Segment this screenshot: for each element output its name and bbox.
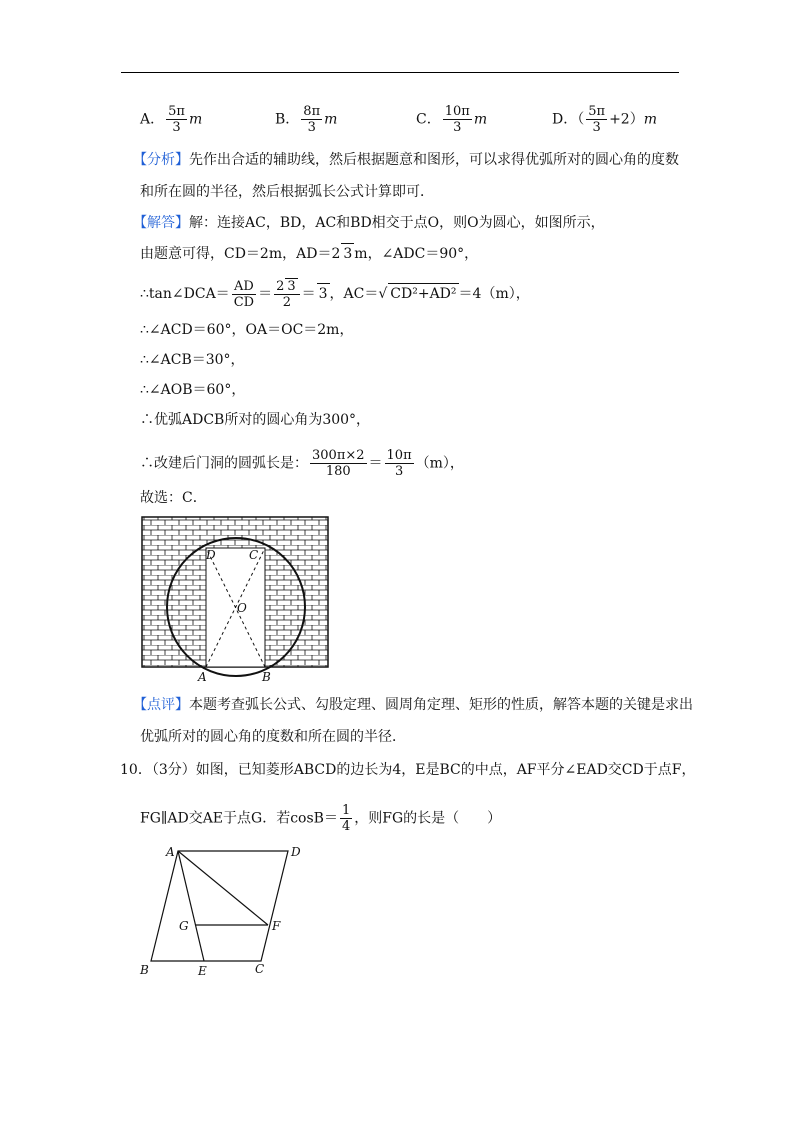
rhombus-abcd (151, 851, 288, 961)
comment-line-1: 【点评】本题考查弧长公式、勾股定理、圆周角定理、矩形的性质，解答本题的关键是求出 (133, 697, 693, 713)
figure-rhombus (135, 840, 305, 980)
label-e: E (198, 964, 207, 978)
label-b: B (140, 963, 149, 977)
comment-line-2: 优弧所对的圆心角的度数和所在圆的半径． (140, 729, 406, 745)
analysis-line-2: 和所在圆的半径，然后根据弧长公式计算即可． (140, 184, 434, 200)
segment-af (178, 851, 268, 925)
label-f: F (272, 919, 281, 933)
label-g: G (179, 919, 189, 933)
option-d: D．（ $\frac{5\pi}{3}$ +2）m (552, 104, 657, 135)
solution-line-6: ∴∠AOB＝60°， (140, 382, 246, 398)
solution-line-3: ∴tan∠DCA＝ $\frac{AD}{CD}$ ＝ $\frac{2 3}{2}$ ＝ 3 ，AC＝√ CD²+AD² ＝4（m）， (140, 278, 530, 310)
option-c: C． $\frac{10\pi}{3}$ m (416, 104, 488, 135)
analysis-line-1: 【分析】先作出合适的辅助线，然后根据题意和图形，可以求得优弧所对的圆心角的度数 (133, 152, 679, 168)
solution-line-1: 【解答】解：连接AC，BD，AC和BD相交于点O，则O为圆心，如图所示， (133, 215, 605, 231)
segment-ae (178, 851, 204, 961)
solution-line-2: 由题意可得，CD＝2m，AD＝2 3 m，∠ADC＝90°， (140, 243, 478, 264)
label-a: A (198, 670, 207, 683)
label-c: C (255, 962, 265, 976)
analysis-tag: 【分析】 (133, 152, 189, 168)
question-10-line-2: FG∥AD交AE于点G．若cosB＝ $\frac{1}{4}$ ，则FG的长是（ ） (140, 803, 502, 834)
option-a: A． $\frac{5\pi}{3}$ m (140, 104, 203, 135)
label-b: B (262, 670, 271, 683)
header-rule (121, 72, 679, 73)
solution-line-9: 故选：C． (140, 490, 207, 506)
solution-line-8: ∴改建后门洞的圆弧长是： $\frac{300\pi\times 2}{180}$ ＝ $\frac{10\pi}{3}$ （m）， (140, 448, 464, 479)
label-d: D (291, 845, 301, 859)
option-b: B． $\frac{8\pi}{3}$ m (275, 104, 338, 135)
solution-line-5: ∴∠ACB＝30°， (140, 352, 245, 368)
label-d: D (206, 548, 216, 562)
label-c: C (249, 548, 259, 562)
question-10-line-1: 10．（3分）如图，已知菱形ABCD的边长为4，E是BC的中点，AF平分∠EAD交CD于点F， (120, 762, 696, 778)
label-o: O (237, 601, 247, 615)
solution-line-7: ∴优弧ADCB所对的圆心角为300°， (140, 412, 371, 428)
label-a: A (166, 845, 175, 859)
figure-doorway (140, 515, 332, 683)
comment-tag: 【点评】 (133, 697, 189, 713)
solution-line-4: ∴∠ACD＝60°，OA＝OC＝2m， (140, 322, 354, 338)
solution-tag: 【解答】 (133, 215, 189, 231)
